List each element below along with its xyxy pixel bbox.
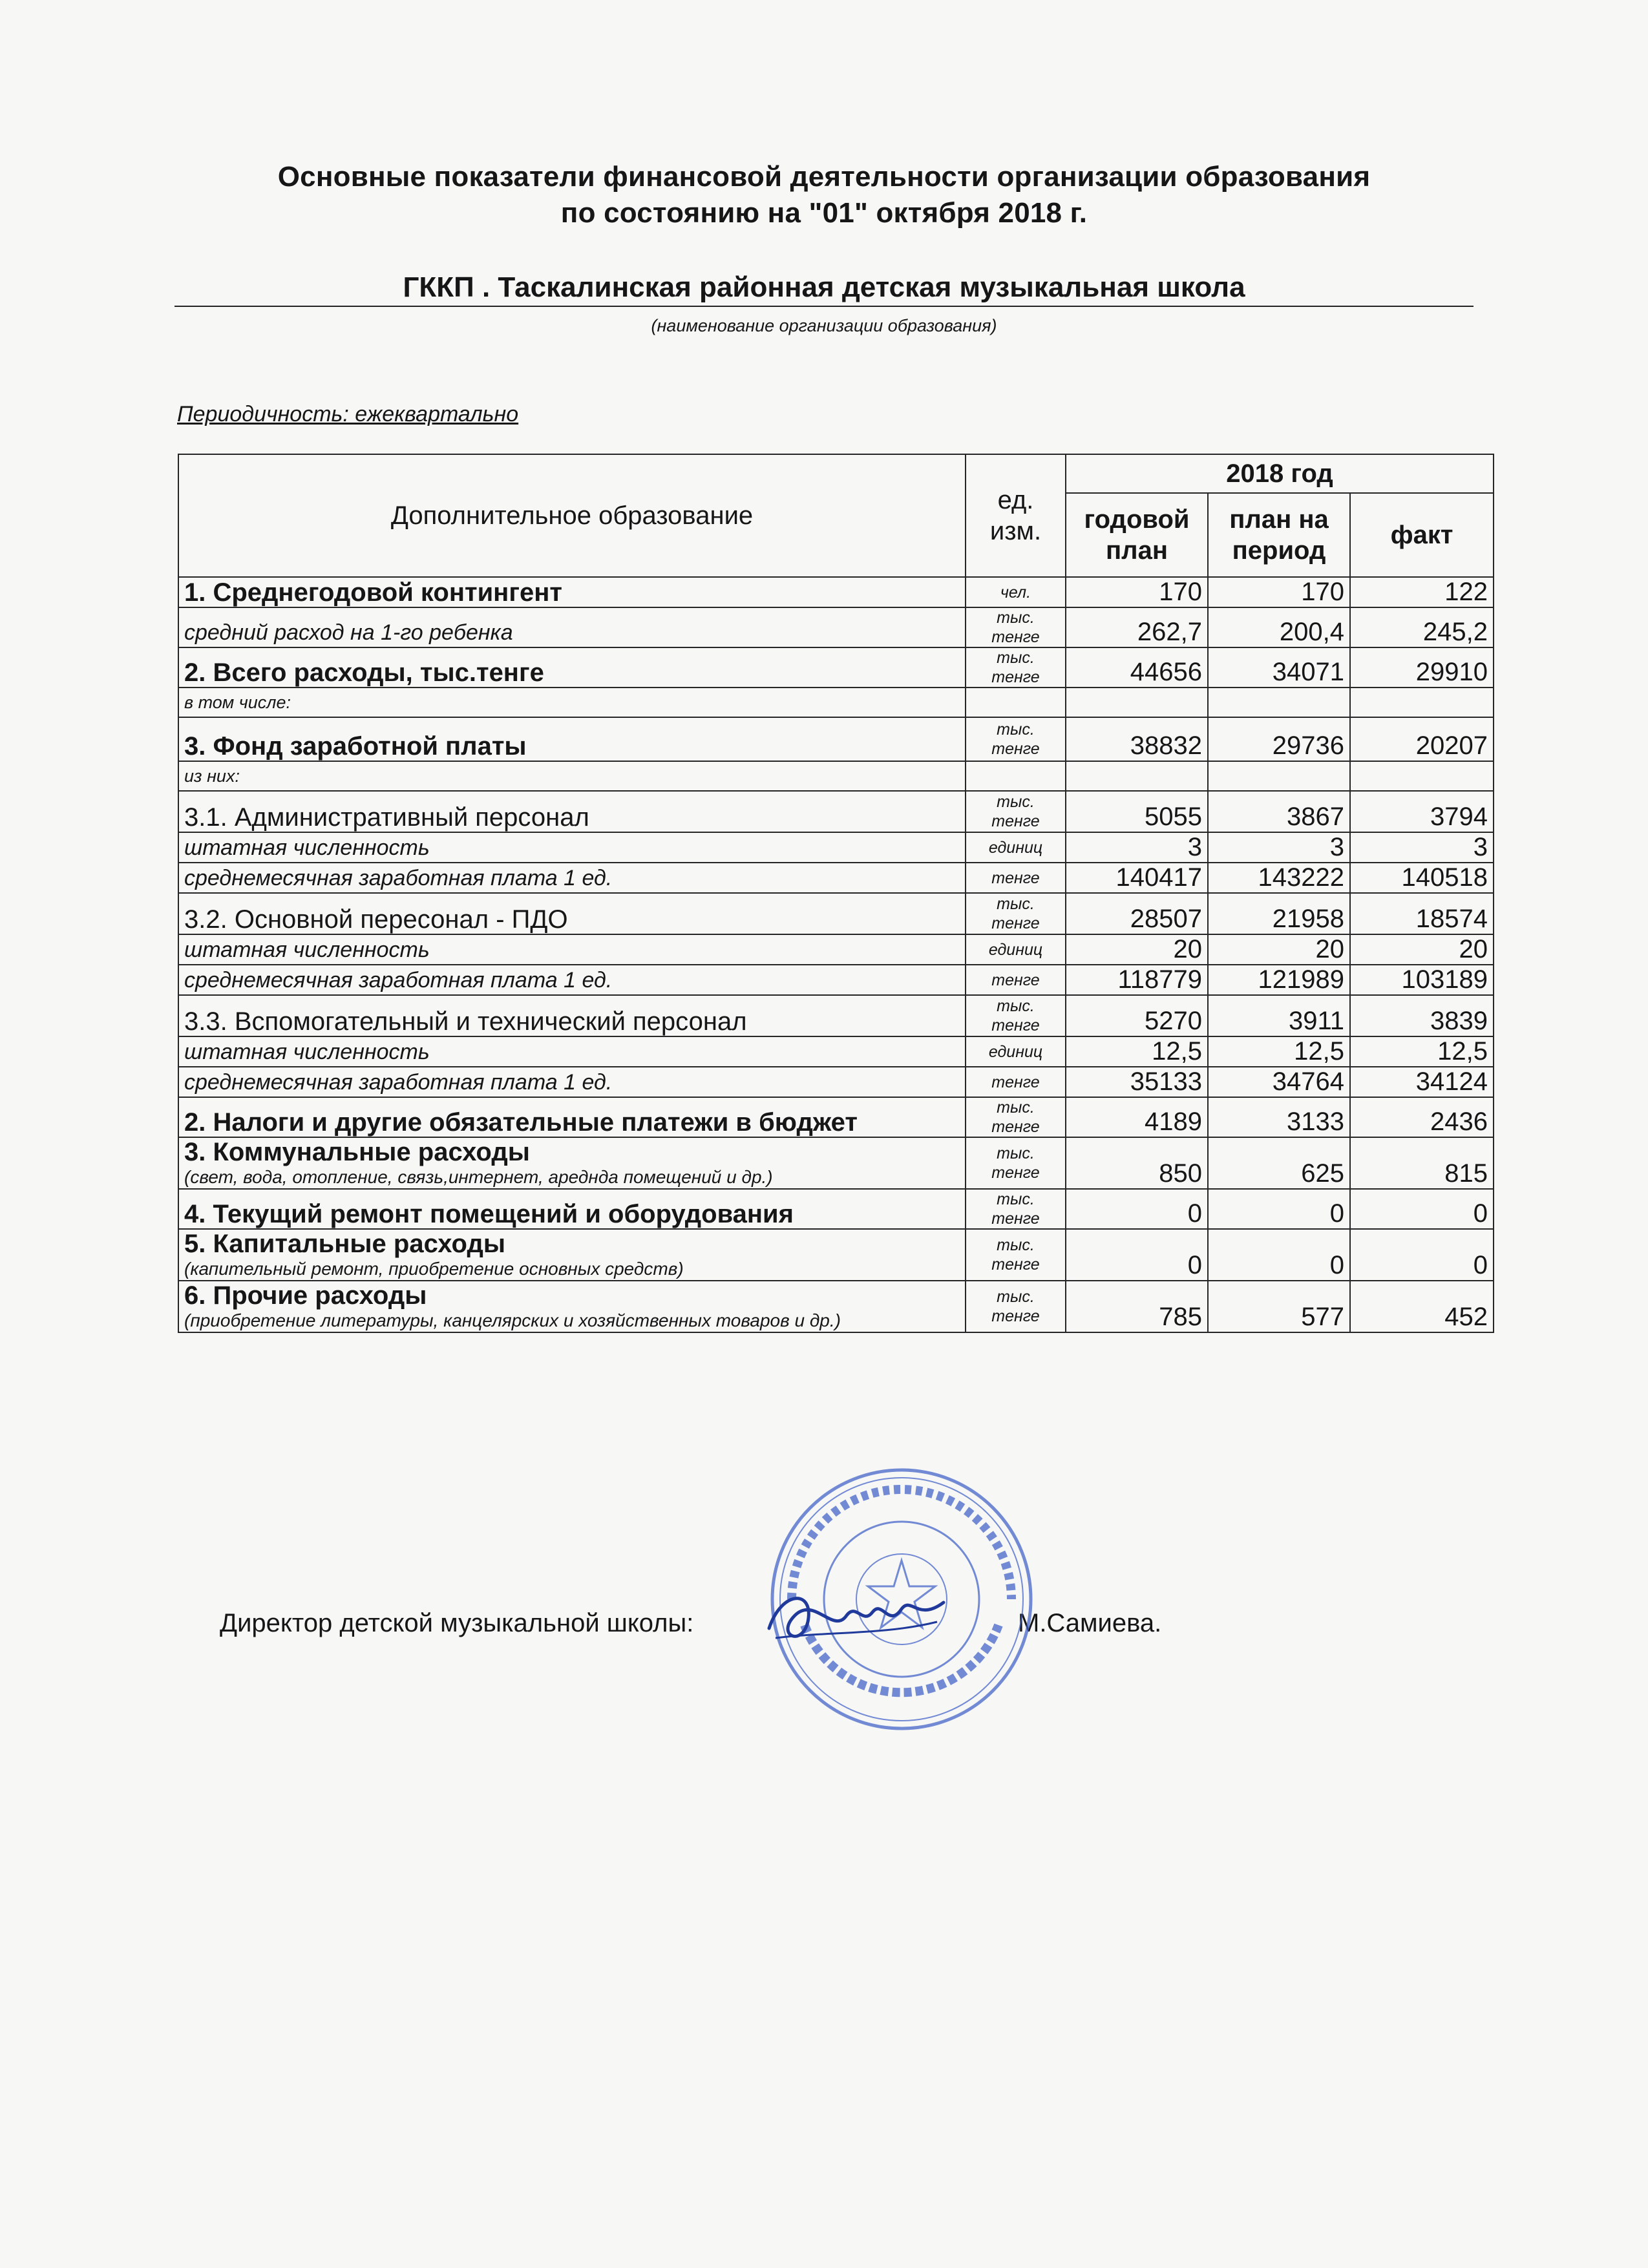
row-label-text: средний расход на 1-го ребенка	[184, 620, 513, 645]
row-fact: 245,2	[1350, 607, 1494, 647]
row-fact: 12,5	[1350, 1036, 1494, 1067]
header-annual-plan: годовой план	[1066, 493, 1208, 577]
organization-caption: (наименование организации образования)	[651, 316, 997, 335]
row-period-plan: 625	[1208, 1137, 1350, 1189]
table-row	[178, 995, 1494, 1036]
row-label-text: из них:	[184, 766, 240, 786]
row-unit: чел.	[966, 577, 1066, 607]
row-label-text: среднемесячная заработная плата 1 ед.	[184, 1070, 613, 1095]
row-period-plan: 29736	[1208, 717, 1350, 761]
header-year: 2018 год	[1066, 454, 1494, 493]
row-unit: тенге	[966, 1067, 1066, 1097]
row-fact: 20	[1350, 934, 1494, 965]
row-label-text: 1. Среднегодовой контингент	[184, 578, 562, 607]
row-annual-plan: 5055	[1066, 791, 1208, 832]
row-unit: тыс. тенге	[966, 1137, 1066, 1189]
periodicity-label: Периодичность: ежеквартально	[177, 402, 519, 426]
table-row	[178, 934, 1494, 965]
table-row	[178, 577, 1494, 607]
row-period-plan: 143222	[1208, 863, 1350, 893]
row-period-plan	[1208, 688, 1350, 717]
report-title-line-1: Основные показатели финансовой деятельности организации образования	[277, 161, 1371, 193]
row-unit: тыс. тенге	[966, 995, 1066, 1036]
row-label-text: 2. Всего расходы, тыс.тенге	[184, 658, 544, 687]
row-fact: 452	[1350, 1281, 1494, 1332]
row-period-plan: 3911	[1208, 995, 1350, 1036]
row-label	[178, 688, 966, 717]
row-unit: единиц	[966, 1036, 1066, 1067]
director-signature	[756, 1577, 956, 1654]
row-period-plan: 3	[1208, 832, 1350, 863]
table-body	[178, 577, 1494, 1332]
row-annual-plan	[1066, 761, 1208, 791]
row-fact: 103189	[1350, 965, 1494, 995]
row-annual-plan: 262,7	[1066, 607, 1208, 647]
row-label-text: в том числе:	[184, 693, 291, 712]
row-period-plan	[1208, 761, 1350, 791]
row-label	[178, 1097, 966, 1137]
header-fact: факт	[1350, 493, 1494, 577]
row-label-text: 2. Налоги и другие обязательные платежи в бюджет	[184, 1108, 858, 1137]
row-label	[178, 647, 966, 688]
row-label	[178, 791, 966, 832]
row-label-text: 3. Фонд заработной платы	[184, 732, 527, 761]
row-annual-plan: 170	[1066, 577, 1208, 607]
row-unit: тыс. тенге	[966, 791, 1066, 832]
table-row	[178, 863, 1494, 893]
row-annual-plan: 35133	[1066, 1067, 1208, 1097]
row-annual-plan: 3	[1066, 832, 1208, 863]
row-label	[178, 965, 966, 995]
row-label	[178, 832, 966, 863]
row-annual-plan: 20	[1066, 934, 1208, 965]
row-label	[178, 934, 966, 965]
row-label	[178, 1189, 966, 1229]
row-unit: тыс. тенге	[966, 1281, 1066, 1332]
row-annual-plan: 0	[1066, 1229, 1208, 1281]
row-label	[178, 995, 966, 1036]
row-label-text: среднемесячная заработная плата 1 ед.	[184, 866, 613, 890]
table-row	[178, 893, 1494, 934]
row-unit	[966, 688, 1066, 717]
row-fact: 3839	[1350, 995, 1494, 1036]
director-label: Директор детской музыкальной школы:	[220, 1609, 694, 1637]
row-fact: 140518	[1350, 863, 1494, 893]
row-label-text: штатная численность	[184, 1040, 430, 1064]
row-fact: 34124	[1350, 1067, 1494, 1097]
row-period-plan: 170	[1208, 577, 1350, 607]
row-label	[178, 717, 966, 761]
table-row	[178, 1229, 1494, 1281]
row-label	[178, 1281, 966, 1332]
row-unit: единиц	[966, 832, 1066, 863]
row-unit: тыс. тенге	[966, 647, 1066, 688]
row-label	[178, 761, 966, 791]
row-annual-plan: 140417	[1066, 863, 1208, 893]
row-label-text: 3.3. Вспомогательный и технический персонал	[184, 1007, 747, 1036]
table-row	[178, 791, 1494, 832]
director-name: М.Самиева.	[1018, 1609, 1162, 1637]
header-unit: ед. изм.	[966, 454, 1066, 577]
row-fact: 20207	[1350, 717, 1494, 761]
row-unit: тыс. тенге	[966, 1229, 1066, 1281]
row-label	[178, 607, 966, 647]
row-label-text: 6. Прочие расходы	[184, 1281, 427, 1310]
row-label	[178, 1229, 966, 1281]
row-unit	[966, 761, 1066, 791]
row-label-text: 4. Текущий ремонт помещений и оборудования	[184, 1200, 794, 1228]
row-annual-plan: 118779	[1066, 965, 1208, 995]
table-row	[178, 1097, 1494, 1137]
row-period-plan: 121989	[1208, 965, 1350, 995]
row-label	[178, 1036, 966, 1067]
header-period-plan: план на период	[1208, 493, 1350, 577]
row-unit: тыс. тенге	[966, 1189, 1066, 1229]
row-period-plan: 3867	[1208, 791, 1350, 832]
table-row	[178, 647, 1494, 688]
row-fact: 0	[1350, 1229, 1494, 1281]
row-annual-plan: 785	[1066, 1281, 1208, 1332]
row-unit: единиц	[966, 934, 1066, 965]
row-unit: тыс. тенге	[966, 717, 1066, 761]
table-row	[178, 607, 1494, 647]
table-row	[178, 761, 1494, 791]
row-fact: 3	[1350, 832, 1494, 863]
row-fact: 0	[1350, 1189, 1494, 1229]
row-period-plan: 21958	[1208, 893, 1350, 934]
table-row	[178, 1036, 1494, 1067]
row-note-text: (капительный ремонт, приобретение основных средств)	[184, 1259, 684, 1279]
row-fact: 815	[1350, 1137, 1494, 1189]
row-period-plan: 12,5	[1208, 1036, 1350, 1067]
row-label-text: среднемесячная заработная плата 1 ед.	[184, 968, 613, 992]
row-label	[178, 1067, 966, 1097]
table-row	[178, 965, 1494, 995]
row-note-text: (свет, вода, отопление, связь,интернет, аредндa помещений и др.)	[184, 1167, 773, 1187]
row-period-plan: 20	[1208, 934, 1350, 965]
row-unit: тыс. тенге	[966, 607, 1066, 647]
row-note-text: (приобретение литературы, канцелярских и хозяйственных товаров и др.)	[184, 1310, 841, 1330]
row-label-text: штатная численность	[184, 835, 430, 860]
row-period-plan: 34071	[1208, 647, 1350, 688]
row-label-text: штатная численность	[184, 938, 430, 962]
row-fact	[1350, 761, 1494, 791]
row-label-text: 3. Коммунальные расходы	[184, 1138, 530, 1166]
row-label	[178, 863, 966, 893]
table-row	[178, 1281, 1494, 1332]
row-label-text: 3.2. Основной пересонал - ПДО	[184, 905, 568, 934]
header-main: Дополнительное образование	[178, 454, 966, 577]
table-row	[178, 688, 1494, 717]
row-label	[178, 577, 966, 607]
row-label	[178, 893, 966, 934]
financial-indicators-table	[178, 454, 1494, 1333]
row-period-plan: 34764	[1208, 1067, 1350, 1097]
row-annual-plan: 44656	[1066, 647, 1208, 688]
row-fact: 122	[1350, 577, 1494, 607]
row-annual-plan: 38832	[1066, 717, 1208, 761]
row-period-plan: 3133	[1208, 1097, 1350, 1137]
row-annual-plan	[1066, 688, 1208, 717]
row-unit: тыс. тенге	[966, 893, 1066, 934]
row-period-plan: 200,4	[1208, 607, 1350, 647]
report-title-line-2: по состоянию на "01" октября 2018 г.	[560, 197, 1088, 229]
row-unit: тенге	[966, 965, 1066, 995]
row-annual-plan: 4189	[1066, 1097, 1208, 1137]
row-period-plan: 577	[1208, 1281, 1350, 1332]
row-annual-plan: 850	[1066, 1137, 1208, 1189]
row-period-plan: 0	[1208, 1189, 1350, 1229]
organization-name: ГККП . Таскалинская районная детская музыкальная школа	[403, 271, 1245, 303]
row-fact: 3794	[1350, 791, 1494, 832]
table-row	[178, 717, 1494, 761]
organization-underline	[174, 306, 1474, 307]
row-fact: 18574	[1350, 893, 1494, 934]
row-label-text: 5. Капитальные расходы	[184, 1230, 505, 1258]
row-period-plan: 0	[1208, 1229, 1350, 1281]
table-row	[178, 1067, 1494, 1097]
row-annual-plan: 12,5	[1066, 1036, 1208, 1067]
row-annual-plan: 28507	[1066, 893, 1208, 934]
row-annual-plan: 5270	[1066, 995, 1208, 1036]
table-row	[178, 1137, 1494, 1189]
row-label	[178, 1137, 966, 1189]
table-row	[178, 1189, 1494, 1229]
row-unit: тенге	[966, 863, 1066, 893]
row-fact	[1350, 688, 1494, 717]
table-row	[178, 832, 1494, 863]
row-annual-plan: 0	[1066, 1189, 1208, 1229]
row-fact: 29910	[1350, 647, 1494, 688]
row-fact: 2436	[1350, 1097, 1494, 1137]
row-label-text: 3.1. Административный персонал	[184, 803, 589, 832]
row-unit: тыс. тенге	[966, 1097, 1066, 1137]
